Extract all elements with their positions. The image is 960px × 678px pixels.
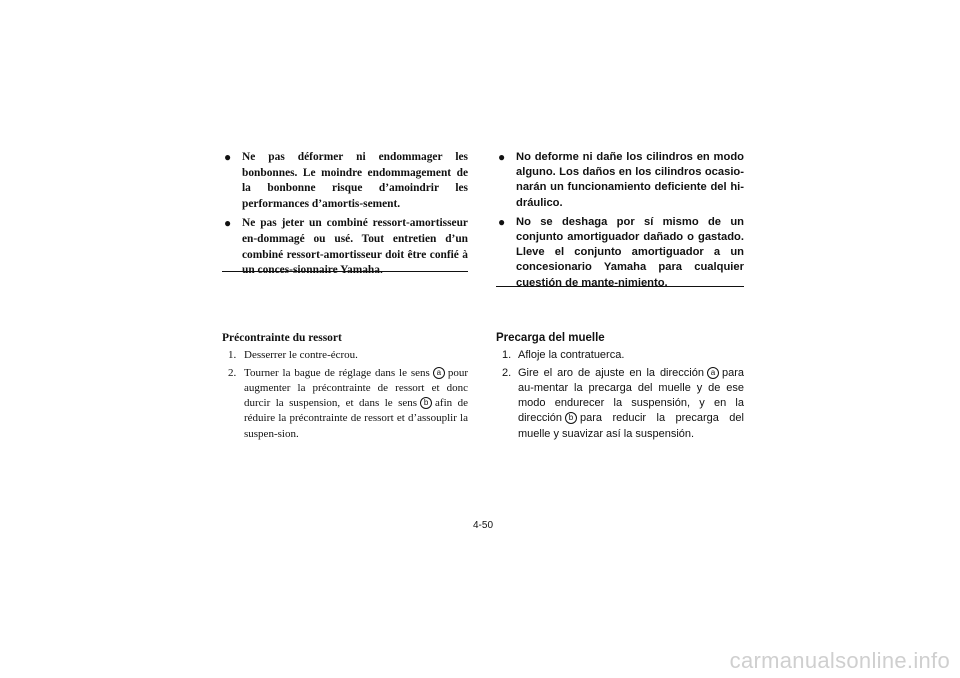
- step-text: Gire el aro de ajuste en la dirección: [518, 366, 704, 379]
- french-warning-block: [222, 150, 468, 283]
- step-number: 2.: [502, 366, 512, 379]
- french-warning-item: [222, 150, 468, 212]
- spanish-warning-text: No se deshaga por sí mismo de un conjunto amortiguador dañado o gastado. Lleve el conjunto amortiguador a un concesionario Yamaha para cualquier cuestión de mante-nimiento.: [516, 215, 744, 289]
- french-section-title: Précontrainte du ressort: [222, 332, 342, 344]
- spanish-warning-rule: [496, 286, 744, 287]
- step-text: para reducir la precarga del muelle y suavizar así la suspensión.: [518, 412, 744, 440]
- french-steps: [222, 348, 468, 442]
- french-warning-rule: [222, 271, 468, 272]
- marker-a-icon: a: [433, 367, 445, 379]
- step-text: afin de réduire la précontrainte de ressort et d’assouplir la suspen-sion.: [244, 397, 469, 440]
- spanish-warning-item: [496, 150, 744, 211]
- spanish-warning-list: [496, 150, 744, 291]
- french-warning-list: [222, 150, 468, 279]
- spanish-step: [496, 348, 744, 363]
- french-warning-text: Ne pas jeter un combiné ressort-amortisseur en-dommagé ou usé. Tout entretien d’un combiné ressort-amortisseur doit être confié à un conces-sionnaire Yamaha.: [242, 217, 468, 277]
- marker-b-icon: b: [565, 412, 577, 424]
- watermark-text: carmanualsonline.info: [729, 648, 950, 673]
- spanish-step: [496, 366, 744, 442]
- spanish-steps: [496, 348, 744, 442]
- spanish-warning-text: No deforme ni dañe los cilindros en modo alguno. Los daños en los cilindros ocasio-narán un funcionamiento deficiente del hi-dráulico.: [516, 151, 744, 209]
- spanish-section: [496, 331, 744, 444]
- step-number: 1.: [228, 349, 237, 362]
- step-number: 2.: [228, 366, 237, 379]
- step-text: Desserrer le contre-écrou.: [244, 349, 358, 362]
- step-text: para au-mentar la precarga del muelle y de ese modo endurecer la suspensión, y en la dirección: [518, 366, 744, 425]
- bullet-icon: ●: [224, 216, 232, 231]
- spanish-warning-block: [496, 150, 744, 295]
- bullet-icon: ●: [224, 150, 232, 164]
- spanish-section-title: Precarga del muelle: [496, 332, 605, 344]
- bullet-icon: ●: [498, 150, 506, 164]
- french-section: [222, 331, 468, 444]
- french-step: [222, 366, 468, 442]
- french-warning-text: Ne pas déformer ni endommager les bonbonnes. Le moindre endommagement de la bonbonne risque d’amoindrir les performances d’amortis-sement.: [242, 151, 468, 210]
- french-warning-item: [222, 216, 468, 278]
- step-text: Tourner la bague de réglage dans le sens: [244, 366, 430, 379]
- step-text: Afloje la contratuerca.: [518, 349, 625, 362]
- step-text: pour augmenter la précontrainte de ressort et donc durcir la suspension, et dans le sens: [244, 366, 468, 410]
- page-number: 4-50: [472, 520, 493, 531]
- bullet-icon: ●: [498, 214, 506, 229]
- spanish-warning-item: [496, 215, 744, 291]
- french-step: [222, 348, 468, 363]
- marker-b-icon: b: [420, 397, 432, 409]
- step-number: 1.: [502, 349, 512, 362]
- marker-a-icon: a: [707, 367, 719, 379]
